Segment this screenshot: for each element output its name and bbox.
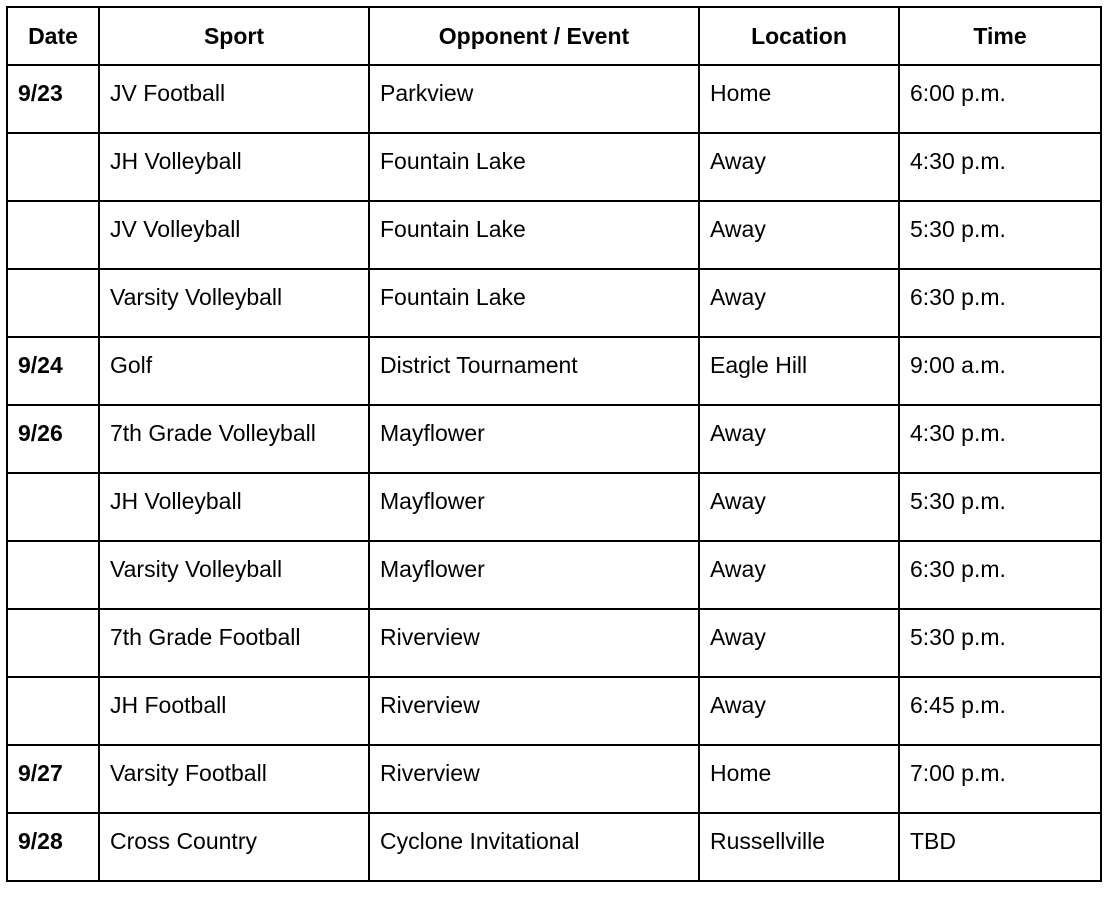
opponent-cell: District Tournament (369, 337, 699, 405)
time-cell: 6:45 p.m. (899, 677, 1101, 745)
time-cell: 7:00 p.m. (899, 745, 1101, 813)
time-cell: 5:30 p.m. (899, 473, 1101, 541)
location-cell: Away (699, 269, 899, 337)
opponent-cell: Mayflower (369, 473, 699, 541)
date-cell (7, 269, 99, 337)
column-header-sport: Sport (99, 7, 369, 65)
date-cell (7, 133, 99, 201)
opponent-cell: Fountain Lake (369, 201, 699, 269)
date-cell (7, 541, 99, 609)
column-header-date: Date (7, 7, 99, 65)
sport-cell: 7th Grade Football (99, 609, 369, 677)
sport-cell: JH Volleyball (99, 133, 369, 201)
date-cell (7, 609, 99, 677)
column-header-time: Time (899, 7, 1101, 65)
time-cell: 9:00 a.m. (899, 337, 1101, 405)
time-cell: TBD (899, 813, 1101, 881)
time-cell: 6:30 p.m. (899, 541, 1101, 609)
table-row (7, 677, 1101, 745)
opponent-cell: Cyclone Invitational (369, 813, 699, 881)
table-row (7, 813, 1101, 881)
table-header (7, 7, 1101, 65)
column-header-opponent: Opponent / Event (369, 7, 699, 65)
location-cell: Away (699, 677, 899, 745)
opponent-cell: Parkview (369, 65, 699, 133)
column-header-location: Location (699, 7, 899, 65)
location-cell: Home (699, 65, 899, 133)
table-body (7, 65, 1101, 881)
sport-cell: JH Volleyball (99, 473, 369, 541)
sport-cell: Cross Country (99, 813, 369, 881)
location-cell: Home (699, 745, 899, 813)
opponent-cell: Fountain Lake (369, 133, 699, 201)
sport-cell: JV Football (99, 65, 369, 133)
opponent-cell: Riverview (369, 677, 699, 745)
opponent-cell: Riverview (369, 745, 699, 813)
time-cell: 6:30 p.m. (899, 269, 1101, 337)
opponent-cell: Fountain Lake (369, 269, 699, 337)
time-cell: 6:00 p.m. (899, 65, 1101, 133)
sport-cell: JV Volleyball (99, 201, 369, 269)
date-cell: 9/27 (7, 745, 99, 813)
location-cell: Away (699, 473, 899, 541)
opponent-cell: Mayflower (369, 405, 699, 473)
location-cell: Away (699, 201, 899, 269)
location-cell: Away (699, 609, 899, 677)
location-cell: Eagle Hill (699, 337, 899, 405)
sport-cell: Varsity Volleyball (99, 541, 369, 609)
location-cell: Away (699, 541, 899, 609)
time-cell: 5:30 p.m. (899, 201, 1101, 269)
location-cell: Away (699, 133, 899, 201)
header-row (7, 7, 1101, 65)
date-cell: 9/26 (7, 405, 99, 473)
date-cell (7, 473, 99, 541)
table-row (7, 405, 1101, 473)
table-row (7, 269, 1101, 337)
date-cell (7, 201, 99, 269)
date-cell: 9/23 (7, 65, 99, 133)
table-row (7, 745, 1101, 813)
time-cell: 4:30 p.m. (899, 133, 1101, 201)
sport-cell: 7th Grade Volleyball (99, 405, 369, 473)
sport-cell: Golf (99, 337, 369, 405)
opponent-cell: Mayflower (369, 541, 699, 609)
table-row (7, 473, 1101, 541)
sport-cell: Varsity Football (99, 745, 369, 813)
location-cell: Russellville (699, 813, 899, 881)
schedule-table (6, 6, 1102, 882)
table-row (7, 133, 1101, 201)
sport-cell: JH Football (99, 677, 369, 745)
date-cell (7, 677, 99, 745)
table-row (7, 337, 1101, 405)
table-row (7, 201, 1101, 269)
time-cell: 5:30 p.m. (899, 609, 1101, 677)
sport-cell: Varsity Volleyball (99, 269, 369, 337)
time-cell: 4:30 p.m. (899, 405, 1101, 473)
opponent-cell: Riverview (369, 609, 699, 677)
location-cell: Away (699, 405, 899, 473)
table-row (7, 65, 1101, 133)
table-row (7, 609, 1101, 677)
date-cell: 9/24 (7, 337, 99, 405)
table-row (7, 541, 1101, 609)
date-cell: 9/28 (7, 813, 99, 881)
